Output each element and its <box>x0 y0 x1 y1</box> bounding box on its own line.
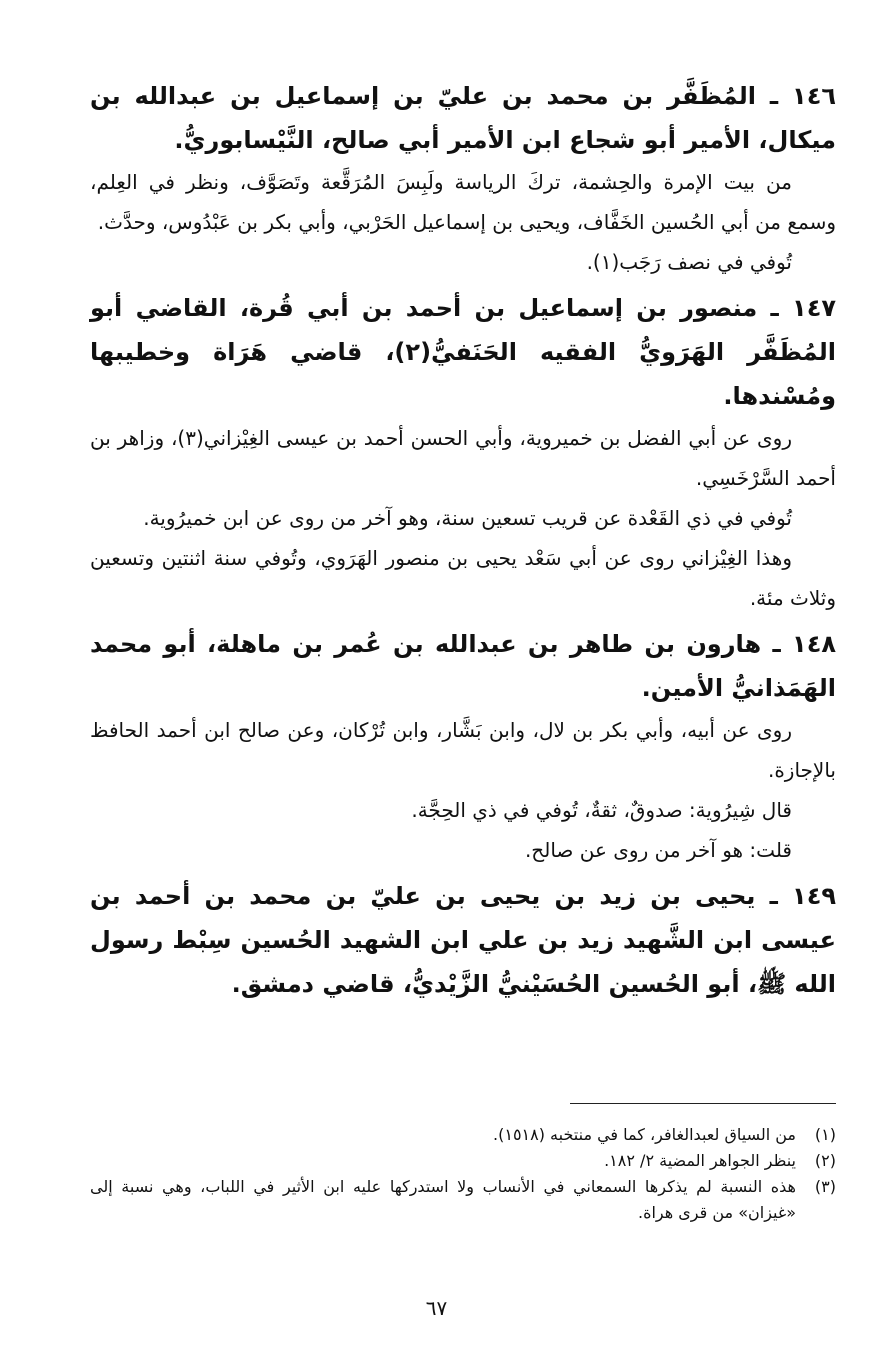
entry-146-heading: ١٤٦ ـ المُظَفَّر بن محمد بن عليّ بن إسماعيل بن عبدالله بن ميكال، الأمير أبو شجاع ابن الأمير أبي صالح، النَّيْسابوريُّ. <box>90 82 836 154</box>
footnote-divider <box>570 1103 836 1104</box>
entry-148-heading: ١٤٨ ـ هارون بن طاهر بن عبدالله بن عُمر بن ماهلة، أبو محمد الهَمَذانيُّ الأمين. <box>90 630 836 702</box>
footnote-text: ينظر الجواهر المضية ٢/ ١٨٢. <box>604 1151 796 1170</box>
footnote-text: هذه النسبة لم يذكرها السمعاني في الأنساب ولا استدركها عليه ابن الأثير في اللباب، وهي نسبة إلى «غيزان» من قرى هراة. <box>90 1177 796 1222</box>
entry-147-extra: وهذا الغِيْزاني روى عن أبي سَعْد يحيى بن منصور الهَرَوي، وتُوفي سنة اثنتين وتسعين وثلاث مئة. <box>90 546 836 610</box>
page-number: ٦٧ <box>425 1296 448 1320</box>
footnote-number: (٣) <box>814 1177 836 1196</box>
footnote-number: (٢) <box>814 1151 836 1170</box>
footnote-2 <box>90 1148 836 1174</box>
entry-148-quote-2: قلت: هو آخر من روى عن صالح. <box>524 838 792 862</box>
entry-146-death: تُوفي في نصف رَجَب(١). <box>586 250 792 274</box>
entry-147-heading: ١٤٧ ـ منصور بن إسماعيل بن أحمد بن أبي قُرة، القاضي أبو المُظَفَّر الهَرَويُّ الفقيه الحَنَفيُّ(٢)، قاضي هَرَاة وخطيبها ومُسْندها. <box>90 294 836 410</box>
main-text <box>90 74 836 1006</box>
entry-147-text: روى عن أبي الفضل بن خميروية، وأبي الحسن أحمد بن عيسى الغِيْزاني(٣)، وزاهر بن أحمد السَّرْخَسِي. <box>90 426 836 490</box>
footnote-number: (١) <box>814 1125 836 1144</box>
footnotes <box>90 1122 836 1226</box>
entry-147-death: تُوفي في ذي القَعْدة عن قريب تسعين سنة، وهو آخر من روى عن ابن خميرُوية. <box>143 506 792 530</box>
entry-149-heading: ١٤٩ ـ يحيى بن زيد بن يحيى بن عليّ بن محمد بن أحمد بن عيسى ابن الشَّهيد زيد بن علي ابن الشهيد الحُسين سِبْط رسول الله ﷺ، أبو الحُسين الحُسَيْنيُّ الزَّيْديُّ، قاضي دمشق. <box>90 882 836 998</box>
entry-148-quote-1: قال شِيرُوية: صدوقٌ، ثقةٌ، تُوفي في ذي الحِجَّة. <box>411 798 792 822</box>
entry-146-text: من بيت الإمرة والحِشمة، تركَ الرياسة ولَبِسَ المُرَقَّعة وتَصَوَّف، ونظر في العِلم، وسمع من أبي الحُسين الخَفَّاف، ويحيى بن إسماعيل الحَرْبي، وأبي بكر بن عَبْدُوس، وحدَّث. <box>90 170 836 234</box>
footnote-3 <box>90 1174 836 1226</box>
footnote-1 <box>90 1122 836 1148</box>
entry-148-text: روى عن أبيه، وأبي بكر بن لال، وابن بَشَّار، وابن تُرْكان، وعن صالح ابن أحمد الحافظ بالإجازة. <box>90 718 836 782</box>
footnote-text: من السياق لعبدالغافر، كما في منتخبه (١٥١٨). <box>493 1125 796 1144</box>
